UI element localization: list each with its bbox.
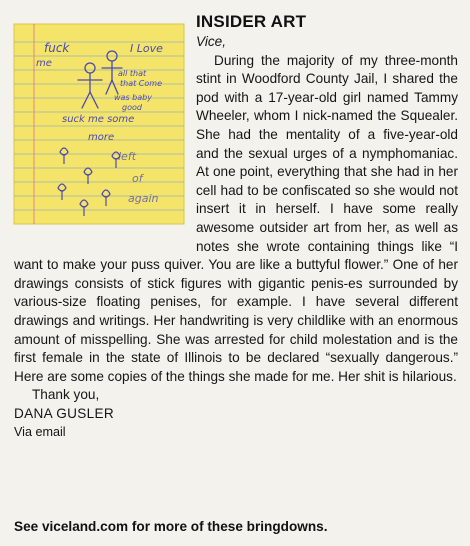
handwriting-word: of bbox=[132, 172, 143, 185]
footer-promo: See viceland.com for more of these bringdowns. bbox=[14, 519, 328, 534]
letter-via: Via email bbox=[14, 425, 66, 440]
article-headline: INSIDER ART bbox=[196, 12, 307, 31]
handwriting-word: I Love bbox=[130, 42, 163, 55]
handwriting-word: that Come bbox=[120, 79, 162, 88]
handwriting-word: all that bbox=[118, 69, 147, 78]
letter-column bbox=[14, 12, 458, 442]
handwriting-word: more bbox=[88, 132, 115, 143]
handwriting-word: good bbox=[122, 103, 142, 112]
handwriting-word: left bbox=[118, 150, 137, 163]
handwriting-word: suck me some bbox=[62, 114, 135, 125]
letter-salutation: Vice, bbox=[196, 34, 226, 49]
handwriting-word: me bbox=[36, 58, 52, 69]
letter-signature: DANA GUSLER bbox=[14, 405, 114, 421]
handwriting-word: fuck bbox=[44, 41, 70, 55]
handwriting-word: again bbox=[128, 192, 159, 205]
image-wrap-spacer bbox=[14, 12, 196, 242]
letter-signoff: Thank you, bbox=[32, 387, 100, 403]
handwriting-word: was baby bbox=[114, 93, 152, 102]
letter-body-text: During the majority of my three-month stint in Woodford County Jail, I shared the pod with a 17-year-old girl named Tammy Wheeler, whom I nick-named the Squealer. She had the mentality of a five-year-old and the sexual urges of a nymphomaniac. At one point, everything that she had in her cell had to be confiscated so she would not insert it in herself. I have some really awesome outsider art from her, as well as notes she wrote containing things like “I want to make your puss quiver. You are like a buttyful flower.” One of her drawings consists of stick figures with gigantic penis-es surrounded by various-size floating penises, for example. I have several different drawings and writings. Her handwriting is very childlike with an enormous amount of misspelling. She was arrested for child molestation and is the first female in the state of Illinois to be declared “sexually dangerous.” Here are some copies of the things she made for me. Her shit is hilarious. bbox=[14, 52, 458, 384]
